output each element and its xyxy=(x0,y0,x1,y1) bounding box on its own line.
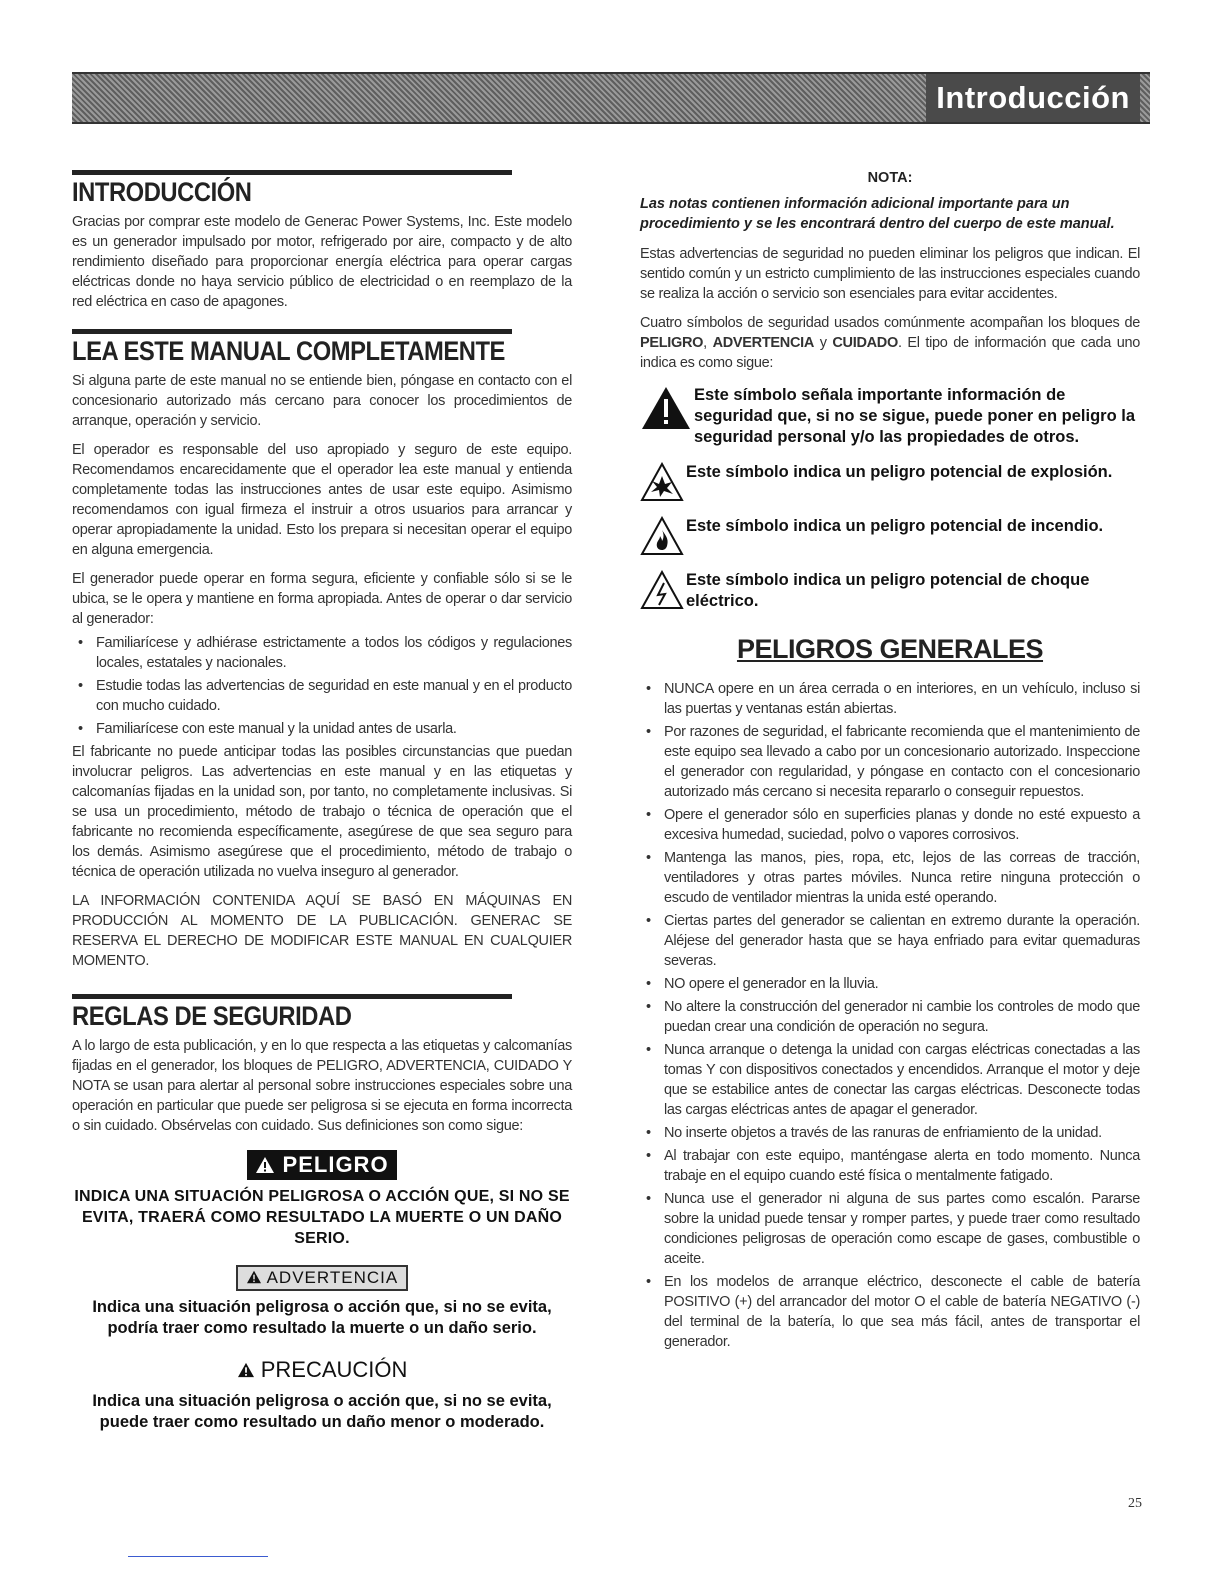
nota-p2-advertencia: ADVERTENCIA xyxy=(712,335,815,351)
list-item: • Ciertas partes del generador se calientan en extremo durante la operación. Aléjese del generador hasta que se haya enfriado para evitar quemaduras severas. xyxy=(640,911,1140,971)
electric-shock-icon xyxy=(640,570,684,610)
fire-icon xyxy=(640,516,684,556)
caution-block xyxy=(72,1355,572,1433)
footer-divider xyxy=(128,1556,268,1557)
symbol-row-safety xyxy=(640,385,1140,448)
list-item: • Al trabajar con este equipo, manténgase alerta en todo momento. Nunca trabaje en el equipo cuando esté física o mentalmente fatigado. xyxy=(640,1146,1140,1186)
nota-p2-sep: y xyxy=(814,335,833,351)
nota-p2-sep: , xyxy=(703,335,713,351)
warning-label xyxy=(236,1265,408,1291)
safety-alert-icon xyxy=(255,1156,275,1174)
list-item: • Mantenga las manos, pies, ropa, etc, lejos de las correas de tracción, ventiladores y otras partes móviles. Nunca retire ninguna protección o escudo de ventilador mientras la unida esté operando. xyxy=(640,848,1140,908)
list-item: • Opere el generador sólo en superficies planas y donde no esté expuesto a excesiva humedad, suciedad, polvo o vapores corrosivos. xyxy=(640,805,1140,845)
symbol-text-safety: Este símbolo señala importante información de seguridad que, si no se sigue, puede poner en peligro la seguridad personal y/o las propiedades de otros. xyxy=(694,386,1136,446)
symbol-text-shock: Este símbolo indica un peligro potencial de choque eléctrico. xyxy=(686,571,1090,610)
intro-heading: INTRODUCCIÓN xyxy=(72,170,512,208)
read-manual-p5: LA INFORMACIÓN CONTENIDA AQUÍ SE BASÓ EN MÁQUINAS EN PRODUCCIÓN AL MOMENTO DE LA PUBLICACIÓN. GENERAC SE RESERVA EL DERECHO DE MODIFICAR ESTE MANUAL EN CUALQUIER MOMENTO. xyxy=(72,893,572,970)
page-title: Introducción xyxy=(926,74,1140,122)
symbol-row-fire xyxy=(640,516,1140,556)
list-item: • Por razones de seguridad, el fabricante recomienda que el mantenimiento de este equipo sea llevado a cabo por un concesionario autorizado. Inspeccione el generador con regularidad, y póngase en contacto con el concesionario autorizado más cercano si necesita repararlo o conseguir repuestos. xyxy=(640,722,1140,802)
warning-block xyxy=(72,1265,572,1339)
list-item: • NUNCA opere en un área cerrada o en interiores, en un vehículo, incluso si las puertas y ventanas están abiertas. xyxy=(640,679,1140,719)
symbol-row-explosion xyxy=(640,462,1140,502)
symbol-row-shock xyxy=(640,570,1140,612)
intro-body: Gracias por comprar este modelo de Generac Power Systems, Inc. Este modelo es un generador impulsado por motor, refrigerado por aire, compacto y de alto rendimiento diseñado para proporcionar energía eléctrica para operar cargas eléctricas donde no haya servicio público de electricidad o en reemplazo de la red eléctrica en caso de apagones. xyxy=(72,214,572,311)
caution-label xyxy=(229,1355,416,1385)
list-item: • No altere la construcción del generador ni cambie los controles de modo que puedan crear una condición de operación no segura. xyxy=(640,997,1140,1037)
list-item: • No inserte objetos a través de las ranuras de enfriamiento de la unidad. xyxy=(640,1123,1140,1143)
danger-block xyxy=(72,1150,572,1249)
list-item: • Estudie todas las advertencias de seguridad en este manual y en el producto con mucho cuidado. xyxy=(72,676,572,716)
explosion-icon xyxy=(640,462,684,502)
read-manual-bullets xyxy=(72,633,572,739)
nota-p2-cuidado: CUIDADO xyxy=(832,335,898,351)
warning-label-text: ADVERTENCIA xyxy=(266,1268,399,1288)
nota-title: NOTA: xyxy=(867,170,913,186)
nota-p2-post: . El tipo de información que cada uno indica es como sigue: xyxy=(640,335,1140,371)
nota-p2-peligro: PELIGRO xyxy=(640,335,704,351)
list-item: • Nunca arranque o detenga la unidad con cargas eléctricas conectadas a las tomas Y con dispositivos conectados y encendidos. Arranque el motor y deje que se estabilice antes de conectar las cargas eléctricas. Desconecte todas las cargas eléctricas antes de apagar el generador. xyxy=(640,1040,1140,1120)
read-manual-p3: El generador puede operar en forma segura, eficiente y confiable sólo si se le ubica, se le opera y mantiene en forma apropiada. Antes de operar o dar servicio al generador: xyxy=(72,571,572,628)
list-item: • NO opere el generador en la lluvia. xyxy=(640,974,1140,994)
list-item: • En los modelos de arranque eléctrico, desconecte el cable de batería POSITIVO (+) del arrancador del motor O el cable de batería NEGATIVO (-) del terminal de la batería, lo que sea más fácil, antes de transportar el generador. xyxy=(640,1272,1140,1352)
safety-alert-icon xyxy=(640,385,692,431)
danger-label xyxy=(247,1150,396,1180)
list-item: • Familiarícese y adhiérase estrictamente a todos los códigos y regulaciones locales, estatales y nacionales. xyxy=(72,633,572,673)
general-hazards-heading: PELIGROS GENERALES xyxy=(736,634,1044,664)
nota-p2-pre: Cuatro símbolos de seguridad usados comúnmente acompañan los bloques de xyxy=(640,315,1140,331)
safety-rules-body: A lo largo de esta publicación, y en lo que respecta a las etiquetas y calcomanías fijadas en el generador, los bloques de PELIGRO, ADVERTENCIA, CUIDADO Y NOTA se usan para alertar al personal sobre instrucciones especiales sobre una operación en particular que puede ser peligrosa si se ejecuta en forma incorrecta o sin cuidado. Obsérvelas con cuidado. Sus definiciones son como sigue: xyxy=(72,1038,572,1135)
list-item: • Nunca use el generador ni alguna de sus partes como escalón. Pararse sobre la unidad puede tensar y romper partes, y puede traer como resultado condiciones peligrosas de operación como escape de gases, combustible o aceite. xyxy=(640,1189,1140,1269)
warning-text: Indica una situación peligrosa o acción que, si no se evita, podría traer como resultado la muerte o un daño serio. xyxy=(92,1298,552,1338)
safety-rules-heading: REGLAS DE SEGURIDAD xyxy=(72,994,512,1032)
page-number: 25 xyxy=(1128,1496,1142,1511)
left-column xyxy=(72,170,572,1449)
read-manual-p2: El operador es responsable del uso apropiado y seguro de este equipo. Recomendamos encarecidamente que el operador lea este manual y entienda completamente todas las instrucciones antes de usar este equipo. Asimismo recomendamos con igual firmeza el instruir a otros usuarios para arrancar y operar apropiadamente la unidad. Esto los prepara si necesitan operar el equipo en alguna emergencia. xyxy=(72,442,572,559)
safety-alert-icon xyxy=(246,1270,262,1284)
nota-p1: Estas advertencias de seguridad no pueden eliminar los peligros que indican. El sentido común y un estricto cumplimiento de las instrucciones especiales cuando se realiza la acción o servicio son esenciales para evitar accidentes. xyxy=(640,246,1140,302)
nota-text: Las notas contienen información adicional importante para un procedimiento y se les encontrará dentro del cuerpo de este manual. xyxy=(640,196,1115,232)
caution-text: Indica una situación peligrosa o acción que, si no se evita, puede traer como resultado un daño menor o moderado. xyxy=(92,1392,552,1432)
nota-p2 xyxy=(640,313,1140,373)
read-manual-p1: Si alguna parte de este manual no se entiende bien, póngase en contacto con el concesionario autorizado más cercano para conocer los procedimientos de arranque, operación y servicio. xyxy=(72,373,572,430)
danger-text: INDICA UNA SITUACIÓN PELIGROSA O ACCIÓN QUE, SI NO SE EVITA, TRAERÁ COMO RESULTADO LA MUERTE O UN DAÑO SERIO. xyxy=(74,1188,570,1248)
symbol-text-fire: Este símbolo indica un peligro potencial de incendio. xyxy=(686,517,1104,535)
list-item: • Familiarícese con este manual y la unidad antes de usarla. xyxy=(72,719,572,739)
symbol-text-explosion: Este símbolo indica un peligro potencial de explosión. xyxy=(686,463,1113,481)
general-hazards-list xyxy=(640,679,1140,1352)
read-manual-p4: El fabricante no puede anticipar todas las posibles circunstancias que puedan involucrar peligros. Las advertencias en este manual y en las etiquetas y calcomanías fijadas en la unidad son, por tanto, no completamente inclusivas. Si se usa un procedimiento, método de trabajo o técnica de operación que el fabricante no recomienda específicamente, asegúrese de que sea seguro para los demás. Asimismo asegúrese que el procedimiento, método de trabajo o técnica de operación utilizada no vuelva inseguro al generador. xyxy=(72,744,572,881)
caution-label-text: PRECAUCIÓN xyxy=(260,1357,408,1383)
safety-alert-icon xyxy=(237,1362,255,1378)
right-column xyxy=(640,170,1140,1355)
read-manual-heading: LEA ESTE MANUAL COMPLETAMENTE xyxy=(72,329,512,367)
header-banner xyxy=(72,72,1150,124)
danger-label-text: PELIGRO xyxy=(282,1152,389,1178)
